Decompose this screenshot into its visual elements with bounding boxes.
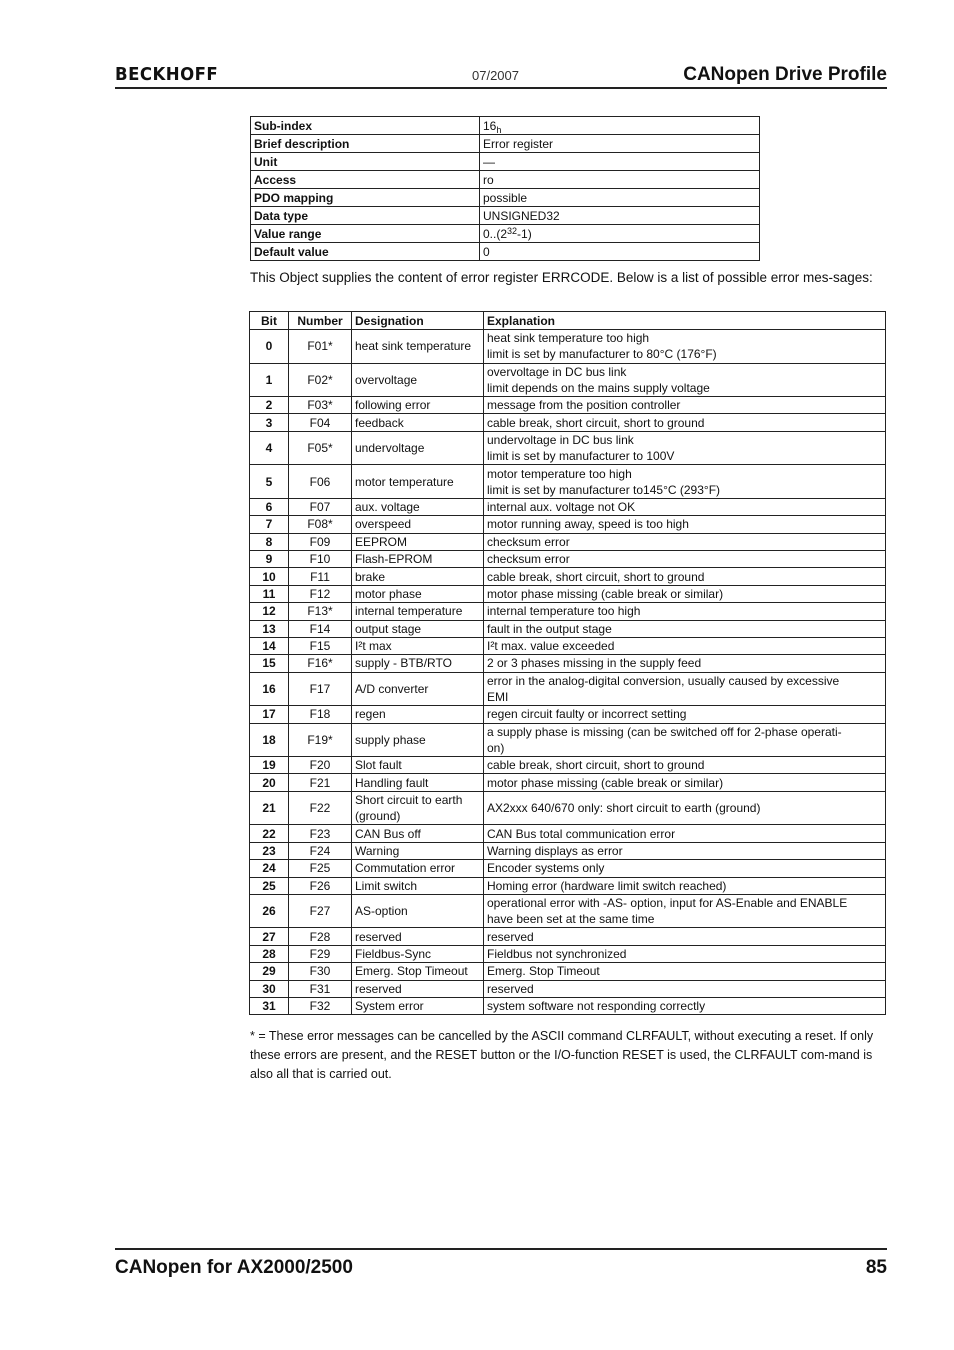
explanation-line: system software not responding correctly [487,999,706,1014]
cell-number: F20 [289,757,352,774]
cell-number: F13* [289,603,352,620]
cell-explanation [484,655,886,672]
error-table-body [250,330,886,1015]
cell-explanation [484,498,886,515]
cell-explanation [484,585,886,602]
cell-number: F07 [289,498,352,515]
col-header-designation: Designation [352,312,484,330]
cell-designation: System error [352,997,484,1014]
cell-designation: output stage [352,620,484,637]
table-row [250,533,886,550]
explanation-line: cable break, short circuit, short to ground [487,569,705,584]
cell-explanation [484,842,886,859]
info-row-type [251,207,760,225]
explanation-line: overvoltage in DC bus link [487,364,627,379]
info-value: ro [480,171,760,189]
table-row [250,330,886,364]
cell-explanation [484,945,886,962]
page-header [115,60,887,89]
footnote: * = These error messages can be cancelled by the ASCII command CLRFAULT, without executing a reset. If only these errors are present, and the RESET button or the I/O-function RESET is used, the CLRFAULT com-mand is also all that is carried out. [250,1029,874,1081]
cell-bit: 29 [250,963,289,980]
cell-bit: 20 [250,774,289,791]
info-value: 0 [480,243,760,261]
cell-explanation [484,860,886,877]
cell-explanation [484,963,886,980]
info-value [480,117,760,135]
explanation-line: I²t max. value exceeded [487,639,615,654]
explanation-line: heat sink temperature too high [487,331,650,346]
cell-bit: 11 [250,585,289,602]
cell-designation: Slot fault [352,757,484,774]
cell-bit: 5 [250,465,289,499]
cell-number: F02* [289,363,352,397]
info-key: Access [251,171,480,189]
header-title: CANopen Drive Profile [683,64,887,85]
range-exponent: 32 [507,225,518,236]
explanation-line: Emerg. Stop Timeout [487,964,600,979]
table-row [250,757,886,774]
cell-explanation [484,980,886,997]
table-row [250,516,886,533]
explanation-line: limit is set by manufacturer to145°C (293°F) [487,482,721,497]
explanation-line: EMI [487,689,509,704]
cell-explanation [484,757,886,774]
table-row [250,363,886,397]
cell-number: F26 [289,877,352,894]
cell-designation: supply phase [352,723,484,757]
cell-number: F32 [289,997,352,1014]
info-value: — [480,153,760,171]
table-row [250,980,886,997]
cell-number: F15 [289,637,352,654]
cell-designation: heat sink temperature [352,330,484,364]
info-key: Unit [251,153,480,171]
cell-designation: internal temperature [352,603,484,620]
explanation-line: checksum error [487,534,570,549]
cell-bit: 0 [250,330,289,364]
info-row-pdo [251,189,760,207]
brand-logo: BECKHOFF [115,64,219,85]
cell-explanation [484,997,886,1014]
cell-explanation [484,550,886,567]
cell-explanation [484,825,886,842]
info-key: Default value [251,243,480,261]
cell-bit: 31 [250,997,289,1014]
cell-designation: motor temperature [352,465,484,499]
cell-bit: 10 [250,568,289,585]
info-key: Value range [251,225,480,243]
cell-bit: 28 [250,945,289,962]
cell-explanation [484,431,886,465]
explanation-line: motor phase missing (cable break or similar) [487,586,724,601]
cell-designation: following error [352,397,484,414]
explanation-line: cable break, short circuit, short to ground [487,758,705,773]
cell-number: F14 [289,620,352,637]
cell-explanation [484,397,886,414]
error-code-table [249,311,886,1015]
table-row [250,842,886,859]
table-row [250,723,886,757]
table-row [250,431,886,465]
explanation-line: internal temperature too high [487,604,641,619]
cell-number: F18 [289,706,352,723]
cell-bit: 15 [250,655,289,672]
explanation-line: regen circuit faulty or incorrect setting [487,707,687,722]
cell-designation: I²t max [352,637,484,654]
cell-designation: regen [352,706,484,723]
explanation-line: have been set at the same time [487,912,655,927]
object-info-table [250,116,760,261]
cell-bit: 25 [250,877,289,894]
cell-designation: Fieldbus-Sync [352,945,484,962]
cell-explanation [484,568,886,585]
table-row [250,603,886,620]
explanation-line: Fieldbus not synchronized [487,947,627,961]
table-row [250,894,886,928]
cell-number: F10 [289,550,352,567]
cell-explanation [484,791,886,825]
page-number: 85 [865,1257,887,1278]
cell-bit: 3 [250,414,289,431]
table-row [250,791,886,825]
table-row [250,465,886,499]
cell-number: F01* [289,330,352,364]
explanation-line: a supply phase is missing (can be switched off for 2-phase operati- [487,724,842,739]
table-row [250,620,886,637]
cell-designation: overvoltage [352,363,484,397]
cell-bit: 6 [250,498,289,515]
info-key: Brief description [251,135,480,153]
cell-bit: 12 [250,603,289,620]
cell-designation: Short circuit to earth (ground) [352,791,484,825]
cell-bit: 9 [250,550,289,567]
cell-designation: A/D converter [352,672,484,706]
cell-number: F21 [289,774,352,791]
cell-bit: 14 [250,637,289,654]
table-row [250,672,886,706]
table-row [250,945,886,962]
cell-number: F12 [289,585,352,602]
cell-designation: supply - BTB/RTO [352,655,484,672]
table-row [250,928,886,945]
explanation-line: on) [487,740,505,755]
cell-explanation [484,516,886,533]
explanation-line: limit depends on the mains supply voltage [487,380,710,395]
table-row [250,498,886,515]
cell-designation: feedback [352,414,484,431]
info-value: UNSIGNED32 [480,207,760,225]
cell-number: F06 [289,465,352,499]
cell-number: F03* [289,397,352,414]
explanation-line: reserved [487,929,534,944]
info-key: PDO mapping [251,189,480,207]
cell-bit: 19 [250,757,289,774]
range-pre: 0..(2 [483,226,508,241]
cell-bit: 22 [250,825,289,842]
table-row [250,877,886,894]
cell-bit: 16 [250,672,289,706]
explanation-line: fault in the output stage [487,621,612,636]
cell-number: F16* [289,655,352,672]
cell-bit: 30 [250,980,289,997]
cell-number: F08* [289,516,352,533]
cell-bit: 8 [250,533,289,550]
explanation-line: message from the position controller [487,398,681,413]
explanation-line: limit is set by manufacturer to 100V [487,449,675,464]
table-row [250,963,886,980]
cell-bit: 26 [250,894,289,928]
cell-bit: 23 [250,842,289,859]
table-row [250,585,886,602]
explanation-line: CAN Bus total communication error [487,826,676,841]
table-row [250,825,886,842]
table-row [250,655,886,672]
header-date: 07/2007 [472,68,519,83]
explanation-line: 2 or 3 phases missing in the supply feed [487,656,702,671]
cell-number: F17 [289,672,352,706]
cell-number: F04 [289,414,352,431]
cell-explanation [484,533,886,550]
explanation-line: Encoder systems only [487,861,605,876]
info-row-access [251,171,760,189]
cell-number: F23 [289,825,352,842]
cell-explanation [484,465,886,499]
cell-bit: 13 [250,620,289,637]
cell-explanation [484,723,886,757]
cell-designation: CAN Bus off [352,825,484,842]
subindex-base: 16 [483,118,497,133]
cell-explanation [484,877,886,894]
cell-number: F28 [289,928,352,945]
explanation-line: Warning displays as error [487,843,623,858]
info-row-range [251,225,760,243]
table-row [250,637,886,654]
explanation-line: operational error with -AS- option, input for AS-Enable and ENABLE [487,896,848,911]
cell-number: F22 [289,791,352,825]
cell-bit: 24 [250,860,289,877]
table-row [250,550,886,567]
cell-bit: 17 [250,706,289,723]
table-row [250,706,886,723]
info-value [480,225,760,243]
cell-explanation [484,637,886,654]
info-row-brief [251,135,760,153]
page-footer [115,1248,887,1278]
explanation-line: error in the analog-digital conversion, usually caused by excessive [487,673,840,688]
cell-explanation [484,928,886,945]
cell-number: F09 [289,533,352,550]
cell-designation: aux. voltage [352,498,484,515]
cell-number: F05* [289,431,352,465]
cell-explanation [484,363,886,397]
cell-explanation [484,672,886,706]
explanation-line: checksum error [487,552,570,567]
cell-designation: Handling fault [352,774,484,791]
info-key: Data type [251,207,480,225]
cell-bit: 21 [250,791,289,825]
cell-bit: 4 [250,431,289,465]
explanation-line: cable break, short circuit, short to ground [487,415,705,430]
explanation-line: limit is set by manufacturer to 80°C (176°F) [487,347,717,362]
range-post: -1) [517,226,532,241]
table-row [250,397,886,414]
table-row [250,568,886,585]
footer-title: CANopen for AX2000/2500 [115,1257,353,1278]
info-row-unit [251,153,760,171]
col-header-bit: Bit [250,312,289,330]
info-key: Sub-index [251,117,480,135]
subindex-suffix: h [496,124,502,135]
cell-designation: Flash-EPROM [352,550,484,567]
col-header-number: Number [289,312,352,330]
table-row [250,414,886,431]
cell-designation: Limit switch [352,877,484,894]
cell-number: F25 [289,860,352,877]
intro-paragraph: This Object supplies the content of error register ERRCODE. Below is a list of possible error mes-sages: [250,270,873,285]
cell-designation: reserved [352,928,484,945]
explanation-line: motor phase missing (cable break or similar) [487,775,724,790]
table-row [250,774,886,791]
cell-bit: 7 [250,516,289,533]
cell-explanation [484,620,886,637]
cell-explanation [484,894,886,928]
cell-bit: 18 [250,723,289,757]
cell-number: F24 [289,842,352,859]
cell-bit: 1 [250,363,289,397]
col-header-explanation: Explanation [484,312,886,330]
explanation-line: internal aux. voltage not OK [487,499,636,514]
cell-number: F11 [289,568,352,585]
cell-designation: motor phase [352,585,484,602]
info-row-default [251,243,760,261]
cell-designation: brake [352,568,484,585]
cell-explanation [484,774,886,791]
cell-number: F27 [289,894,352,928]
cell-explanation [484,603,886,620]
table-row [250,860,886,877]
explanation-line: undervoltage in DC bus link [487,433,634,448]
explanation-line: motor running away, speed is too high [487,517,689,532]
cell-number: F19* [289,723,352,757]
cell-designation: Emerg. Stop Timeout [352,963,484,980]
cell-designation: overspeed [352,516,484,533]
cell-bit: 2 [250,397,289,414]
cell-designation: AS-option [352,894,484,928]
cell-designation: undervoltage [352,431,484,465]
error-table-header [250,312,886,330]
cell-designation: reserved [352,980,484,997]
info-row-subindex [251,117,760,135]
cell-number: F31 [289,980,352,997]
cell-number: F30 [289,963,352,980]
explanation-line: AX2xxx 640/670 only: short circuit to earth (ground) [487,801,761,816]
cell-designation: EEPROM [352,533,484,550]
cell-explanation [484,414,886,431]
table-row [250,997,886,1014]
cell-designation: Commutation error [352,860,484,877]
cell-bit: 27 [250,928,289,945]
cell-number: F29 [289,945,352,962]
info-value: possible [480,189,760,207]
info-value: Error register [480,135,760,153]
explanation-line: Homing error (hardware limit switch reached) [487,878,727,893]
explanation-line: reserved [487,981,534,996]
explanation-line: motor temperature too high [487,466,632,481]
cell-designation: Warning [352,842,484,859]
cell-explanation [484,706,886,723]
cell-explanation [484,330,886,364]
